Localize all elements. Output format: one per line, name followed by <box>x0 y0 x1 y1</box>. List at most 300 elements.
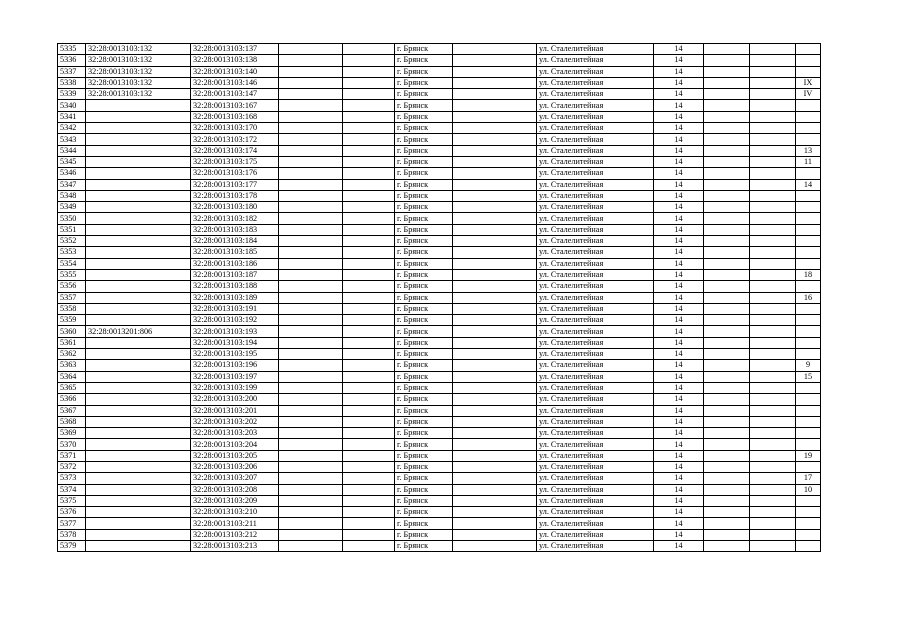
street-cell: ул. Сталелитейная <box>537 179 654 190</box>
house-number-cell: 14 <box>654 258 704 269</box>
table-row <box>58 269 821 280</box>
parent-cadastral-number-cell <box>86 258 191 269</box>
column-7-cell <box>453 168 537 179</box>
parent-cadastral-number-cell <box>86 394 191 405</box>
house-number-cell: 14 <box>654 190 704 201</box>
column-4-cell <box>279 416 343 427</box>
column-5-cell <box>343 484 395 495</box>
city-cell: г. Брянск <box>395 134 453 145</box>
parent-cadastral-number-cell <box>86 541 191 552</box>
house-number-cell: 14 <box>654 168 704 179</box>
street-cell: ул. Сталелитейная <box>537 315 654 326</box>
column-7-cell <box>453 66 537 77</box>
apartment-number-cell: 19 <box>796 450 821 461</box>
cadastral-number-cell: 32:28:0013103:147 <box>191 89 279 100</box>
street-cell: ул. Сталелитейная <box>537 111 654 122</box>
cadastral-number-cell: 32:28:0013103:193 <box>191 326 279 337</box>
parent-cadastral-number-cell: 32:28:0013103:132 <box>86 66 191 77</box>
column-5-cell <box>343 405 395 416</box>
column-4-cell <box>279 44 343 55</box>
apartment-number-cell <box>796 495 821 506</box>
column-7-cell <box>453 428 537 439</box>
city-cell: г. Брянск <box>395 405 453 416</box>
apartment-number-cell: IV <box>796 89 821 100</box>
house-number-cell: 14 <box>654 371 704 382</box>
table-row <box>58 168 821 179</box>
apartment-number-cell: 11 <box>796 156 821 167</box>
cadastral-number-cell: 32:28:0013103:146 <box>191 77 279 88</box>
city-cell: г. Брянск <box>395 439 453 450</box>
column-11-cell <box>750 224 796 235</box>
column-10-cell <box>704 236 750 247</box>
house-number-cell: 14 <box>654 236 704 247</box>
house-number-cell: 14 <box>654 156 704 167</box>
cadastral-number-cell: 32:28:0013103:191 <box>191 303 279 314</box>
row-number-cell: 5343 <box>58 134 86 145</box>
cadastral-number-cell: 32:28:0013103:195 <box>191 349 279 360</box>
parent-cadastral-number-cell <box>86 224 191 235</box>
parent-cadastral-number-cell <box>86 405 191 416</box>
apartment-number-cell: 14 <box>796 179 821 190</box>
column-5-cell <box>343 529 395 540</box>
house-number-cell: 14 <box>654 428 704 439</box>
row-number-cell: 5346 <box>58 168 86 179</box>
table-row <box>58 292 821 303</box>
parent-cadastral-number-cell <box>86 416 191 427</box>
column-7-cell <box>453 416 537 427</box>
city-cell: г. Брянск <box>395 292 453 303</box>
column-4-cell <box>279 55 343 66</box>
parent-cadastral-number-cell <box>86 269 191 280</box>
column-4-cell <box>279 326 343 337</box>
column-5-cell <box>343 179 395 190</box>
cadastral-number-cell: 32:28:0013103:194 <box>191 337 279 348</box>
column-10-cell <box>704 303 750 314</box>
table-row <box>58 326 821 337</box>
apartment-number-cell: 18 <box>796 269 821 280</box>
column-7-cell <box>453 292 537 303</box>
street-cell: ул. Сталелитейная <box>537 473 654 484</box>
cadastral-number-cell: 32:28:0013103:137 <box>191 44 279 55</box>
table-row <box>58 213 821 224</box>
column-5-cell <box>343 258 395 269</box>
house-number-cell: 14 <box>654 529 704 540</box>
column-11-cell <box>750 428 796 439</box>
column-5-cell <box>343 134 395 145</box>
cadastral-number-cell: 32:28:0013103:213 <box>191 541 279 552</box>
street-cell: ул. Сталелитейная <box>537 529 654 540</box>
city-cell: г. Брянск <box>395 179 453 190</box>
parent-cadastral-number-cell <box>86 134 191 145</box>
row-number-cell: 5345 <box>58 156 86 167</box>
apartment-number-cell <box>796 224 821 235</box>
column-11-cell <box>750 89 796 100</box>
apartment-number-cell <box>796 405 821 416</box>
parent-cadastral-number-cell: 32:28:0013103:132 <box>86 44 191 55</box>
apartment-number-cell <box>796 382 821 393</box>
column-11-cell <box>750 179 796 190</box>
column-7-cell <box>453 450 537 461</box>
cadastral-number-cell: 32:28:0013103:168 <box>191 111 279 122</box>
column-7-cell <box>453 224 537 235</box>
column-10-cell <box>704 44 750 55</box>
column-10-cell <box>704 473 750 484</box>
house-number-cell: 14 <box>654 66 704 77</box>
column-10-cell <box>704 156 750 167</box>
column-4-cell <box>279 382 343 393</box>
cadastral-number-cell: 32:28:0013103:140 <box>191 66 279 77</box>
column-10-cell <box>704 111 750 122</box>
street-cell: ул. Сталелитейная <box>537 100 654 111</box>
house-number-cell: 14 <box>654 349 704 360</box>
city-cell: г. Брянск <box>395 111 453 122</box>
column-10-cell <box>704 337 750 348</box>
house-number-cell: 14 <box>654 473 704 484</box>
apartment-number-cell <box>796 529 821 540</box>
apartment-number-cell: 13 <box>796 145 821 156</box>
row-number-cell: 5351 <box>58 224 86 235</box>
parent-cadastral-number-cell <box>86 461 191 472</box>
parent-cadastral-number-cell <box>86 156 191 167</box>
table-row <box>58 179 821 190</box>
column-7-cell <box>453 111 537 122</box>
column-5-cell <box>343 44 395 55</box>
column-5-cell <box>343 236 395 247</box>
cadastral-number-cell: 32:28:0013103:172 <box>191 134 279 145</box>
column-7-cell <box>453 529 537 540</box>
column-11-cell <box>750 258 796 269</box>
city-cell: г. Брянск <box>395 224 453 235</box>
column-4-cell <box>279 292 343 303</box>
column-4-cell <box>279 484 343 495</box>
column-11-cell <box>750 303 796 314</box>
column-11-cell <box>750 134 796 145</box>
table-row <box>58 66 821 77</box>
row-number-cell: 5372 <box>58 461 86 472</box>
row-number-cell: 5368 <box>58 416 86 427</box>
column-11-cell <box>750 292 796 303</box>
column-7-cell <box>453 134 537 145</box>
table-row <box>58 484 821 495</box>
column-7-cell <box>453 55 537 66</box>
column-7-cell <box>453 461 537 472</box>
column-11-cell <box>750 168 796 179</box>
column-5-cell <box>343 247 395 258</box>
column-7-cell <box>453 541 537 552</box>
parent-cadastral-number-cell: 32:28:0013103:132 <box>86 89 191 100</box>
street-cell: ул. Сталелитейная <box>537 394 654 405</box>
apartment-number-cell <box>796 111 821 122</box>
row-number-cell: 5344 <box>58 145 86 156</box>
row-number-cell: 5338 <box>58 77 86 88</box>
column-5-cell <box>343 303 395 314</box>
cadastral-number-cell: 32:28:0013103:206 <box>191 461 279 472</box>
row-number-cell: 5335 <box>58 44 86 55</box>
column-10-cell <box>704 326 750 337</box>
house-number-cell: 14 <box>654 337 704 348</box>
column-4-cell <box>279 123 343 134</box>
column-11-cell <box>750 450 796 461</box>
table-row <box>58 473 821 484</box>
street-cell: ул. Сталелитейная <box>537 247 654 258</box>
apartment-number-cell <box>796 66 821 77</box>
column-7-cell <box>453 360 537 371</box>
cadastral-number-cell: 32:28:0013103:197 <box>191 371 279 382</box>
table-row <box>58 202 821 213</box>
city-cell: г. Брянск <box>395 156 453 167</box>
city-cell: г. Брянск <box>395 315 453 326</box>
parent-cadastral-number-cell <box>86 360 191 371</box>
column-10-cell <box>704 461 750 472</box>
cadastral-number-cell: 32:28:0013103:177 <box>191 179 279 190</box>
column-5-cell <box>343 202 395 213</box>
house-number-cell: 14 <box>654 450 704 461</box>
street-cell: ул. Сталелитейная <box>537 281 654 292</box>
table-row <box>58 247 821 258</box>
table-row <box>58 337 821 348</box>
parent-cadastral-number-cell <box>86 484 191 495</box>
column-4-cell <box>279 303 343 314</box>
row-number-cell: 5350 <box>58 213 86 224</box>
house-number-cell: 14 <box>654 202 704 213</box>
cadastral-number-cell: 32:28:0013103:199 <box>191 382 279 393</box>
city-cell: г. Брянск <box>395 371 453 382</box>
column-10-cell <box>704 416 750 427</box>
column-4-cell <box>279 111 343 122</box>
row-number-cell: 5374 <box>58 484 86 495</box>
parent-cadastral-number-cell <box>86 337 191 348</box>
column-4-cell <box>279 495 343 506</box>
table-row <box>58 405 821 416</box>
column-10-cell <box>704 224 750 235</box>
column-4-cell <box>279 315 343 326</box>
column-10-cell <box>704 541 750 552</box>
column-5-cell <box>343 190 395 201</box>
column-10-cell <box>704 100 750 111</box>
apartment-number-cell: 17 <box>796 473 821 484</box>
street-cell: ул. Сталелитейная <box>537 236 654 247</box>
column-11-cell <box>750 202 796 213</box>
parent-cadastral-number-cell <box>86 382 191 393</box>
column-7-cell <box>453 247 537 258</box>
city-cell: г. Брянск <box>395 145 453 156</box>
parent-cadastral-number-cell <box>86 439 191 450</box>
column-10-cell <box>704 405 750 416</box>
cadastral-number-cell: 32:28:0013103:202 <box>191 416 279 427</box>
apartment-number-cell: 10 <box>796 484 821 495</box>
apartment-number-cell <box>796 247 821 258</box>
house-number-cell: 14 <box>654 326 704 337</box>
street-cell: ул. Сталелитейная <box>537 202 654 213</box>
cadastral-number-cell: 32:28:0013103:183 <box>191 224 279 235</box>
city-cell: г. Брянск <box>395 495 453 506</box>
parent-cadastral-number-cell <box>86 292 191 303</box>
column-5-cell <box>343 382 395 393</box>
row-number-cell: 5340 <box>58 100 86 111</box>
house-number-cell: 14 <box>654 100 704 111</box>
city-cell: г. Брянск <box>395 55 453 66</box>
apartment-number-cell <box>796 213 821 224</box>
column-5-cell <box>343 416 395 427</box>
column-7-cell <box>453 202 537 213</box>
parent-cadastral-number-cell <box>86 179 191 190</box>
table-row <box>58 541 821 552</box>
street-cell: ул. Сталелитейная <box>537 89 654 100</box>
column-7-cell <box>453 405 537 416</box>
table-row <box>58 349 821 360</box>
cadastral-number-cell: 32:28:0013103:203 <box>191 428 279 439</box>
column-11-cell <box>750 382 796 393</box>
row-number-cell: 5362 <box>58 349 86 360</box>
column-11-cell <box>750 461 796 472</box>
street-cell: ул. Сталелитейная <box>537 382 654 393</box>
house-number-cell: 14 <box>654 224 704 235</box>
column-11-cell <box>750 44 796 55</box>
table-row <box>58 439 821 450</box>
table-row <box>58 258 821 269</box>
column-4-cell <box>279 349 343 360</box>
parent-cadastral-number-cell <box>86 247 191 258</box>
city-cell: г. Брянск <box>395 382 453 393</box>
column-10-cell <box>704 518 750 529</box>
column-11-cell <box>750 394 796 405</box>
cadastral-number-cell: 32:28:0013103:210 <box>191 507 279 518</box>
street-cell: ул. Сталелитейная <box>537 258 654 269</box>
house-number-cell: 14 <box>654 439 704 450</box>
column-4-cell <box>279 190 343 201</box>
cadastral-number-cell: 32:28:0013103:185 <box>191 247 279 258</box>
row-number-cell: 5377 <box>58 518 86 529</box>
column-4-cell <box>279 439 343 450</box>
column-4-cell <box>279 213 343 224</box>
house-number-cell: 14 <box>654 382 704 393</box>
house-number-cell: 14 <box>654 394 704 405</box>
column-10-cell <box>704 371 750 382</box>
column-5-cell <box>343 507 395 518</box>
table-row <box>58 123 821 134</box>
apartment-number-cell <box>796 518 821 529</box>
column-7-cell <box>453 145 537 156</box>
street-cell: ул. Сталелитейная <box>537 123 654 134</box>
column-7-cell <box>453 473 537 484</box>
row-number-cell: 5375 <box>58 495 86 506</box>
apartment-number-cell <box>796 190 821 201</box>
row-number-cell: 5365 <box>58 382 86 393</box>
column-4-cell <box>279 371 343 382</box>
house-number-cell: 14 <box>654 405 704 416</box>
column-7-cell <box>453 382 537 393</box>
street-cell: ул. Сталелитейная <box>537 55 654 66</box>
cadastral-number-cell: 32:28:0013103:189 <box>191 292 279 303</box>
house-number-cell: 14 <box>654 247 704 258</box>
registry-rows <box>58 44 821 552</box>
apartment-number-cell <box>796 428 821 439</box>
cadastral-number-cell: 32:28:0013103:174 <box>191 145 279 156</box>
column-11-cell <box>750 190 796 201</box>
column-10-cell <box>704 77 750 88</box>
table-row <box>58 89 821 100</box>
row-number-cell: 5360 <box>58 326 86 337</box>
column-5-cell <box>343 55 395 66</box>
cadastral-number-cell: 32:28:0013103:205 <box>191 450 279 461</box>
street-cell: ул. Сталелитейная <box>537 44 654 55</box>
column-11-cell <box>750 123 796 134</box>
table-row <box>58 461 821 472</box>
street-cell: ул. Сталелитейная <box>537 371 654 382</box>
table-row <box>58 529 821 540</box>
city-cell: г. Брянск <box>395 416 453 427</box>
parent-cadastral-number-cell <box>86 495 191 506</box>
column-7-cell <box>453 269 537 280</box>
column-5-cell <box>343 371 395 382</box>
table-row <box>58 450 821 461</box>
table-row <box>58 281 821 292</box>
parent-cadastral-number-cell: 32:28:0013201:806 <box>86 326 191 337</box>
city-cell: г. Брянск <box>395 44 453 55</box>
column-7-cell <box>453 258 537 269</box>
column-10-cell <box>704 360 750 371</box>
column-11-cell <box>750 360 796 371</box>
house-number-cell: 14 <box>654 145 704 156</box>
column-5-cell <box>343 224 395 235</box>
cadastral-number-cell: 32:28:0013103:209 <box>191 495 279 506</box>
apartment-number-cell <box>796 202 821 213</box>
parent-cadastral-number-cell <box>86 236 191 247</box>
column-10-cell <box>704 258 750 269</box>
column-10-cell <box>704 428 750 439</box>
row-number-cell: 5347 <box>58 179 86 190</box>
column-11-cell <box>750 145 796 156</box>
city-cell: г. Брянск <box>395 394 453 405</box>
street-cell: ул. Сталелитейная <box>537 326 654 337</box>
street-cell: ул. Сталелитейная <box>537 303 654 314</box>
parent-cadastral-number-cell <box>86 100 191 111</box>
column-7-cell <box>453 100 537 111</box>
street-cell: ул. Сталелитейная <box>537 145 654 156</box>
apartment-number-cell: IX <box>796 77 821 88</box>
city-cell: г. Брянск <box>395 269 453 280</box>
house-number-cell: 14 <box>654 134 704 145</box>
column-4-cell <box>279 258 343 269</box>
row-number-cell: 5361 <box>58 337 86 348</box>
city-cell: г. Брянск <box>395 529 453 540</box>
apartment-number-cell: 16 <box>796 292 821 303</box>
apartment-number-cell <box>796 123 821 134</box>
row-number-cell: 5369 <box>58 428 86 439</box>
row-number-cell: 5373 <box>58 473 86 484</box>
column-4-cell <box>279 247 343 258</box>
column-7-cell <box>453 236 537 247</box>
column-4-cell <box>279 100 343 111</box>
parent-cadastral-number-cell <box>86 213 191 224</box>
house-number-cell: 14 <box>654 55 704 66</box>
column-4-cell <box>279 224 343 235</box>
row-number-cell: 5370 <box>58 439 86 450</box>
row-number-cell: 5339 <box>58 89 86 100</box>
cadastral-number-cell: 32:28:0013103:211 <box>191 518 279 529</box>
registry-table <box>57 43 821 552</box>
table-row <box>58 100 821 111</box>
column-5-cell <box>343 394 395 405</box>
column-5-cell <box>343 89 395 100</box>
column-11-cell <box>750 518 796 529</box>
parent-cadastral-number-cell <box>86 473 191 484</box>
house-number-cell: 14 <box>654 213 704 224</box>
parent-cadastral-number-cell: 32:28:0013103:132 <box>86 55 191 66</box>
column-11-cell <box>750 111 796 122</box>
apartment-number-cell <box>796 439 821 450</box>
column-7-cell <box>453 394 537 405</box>
